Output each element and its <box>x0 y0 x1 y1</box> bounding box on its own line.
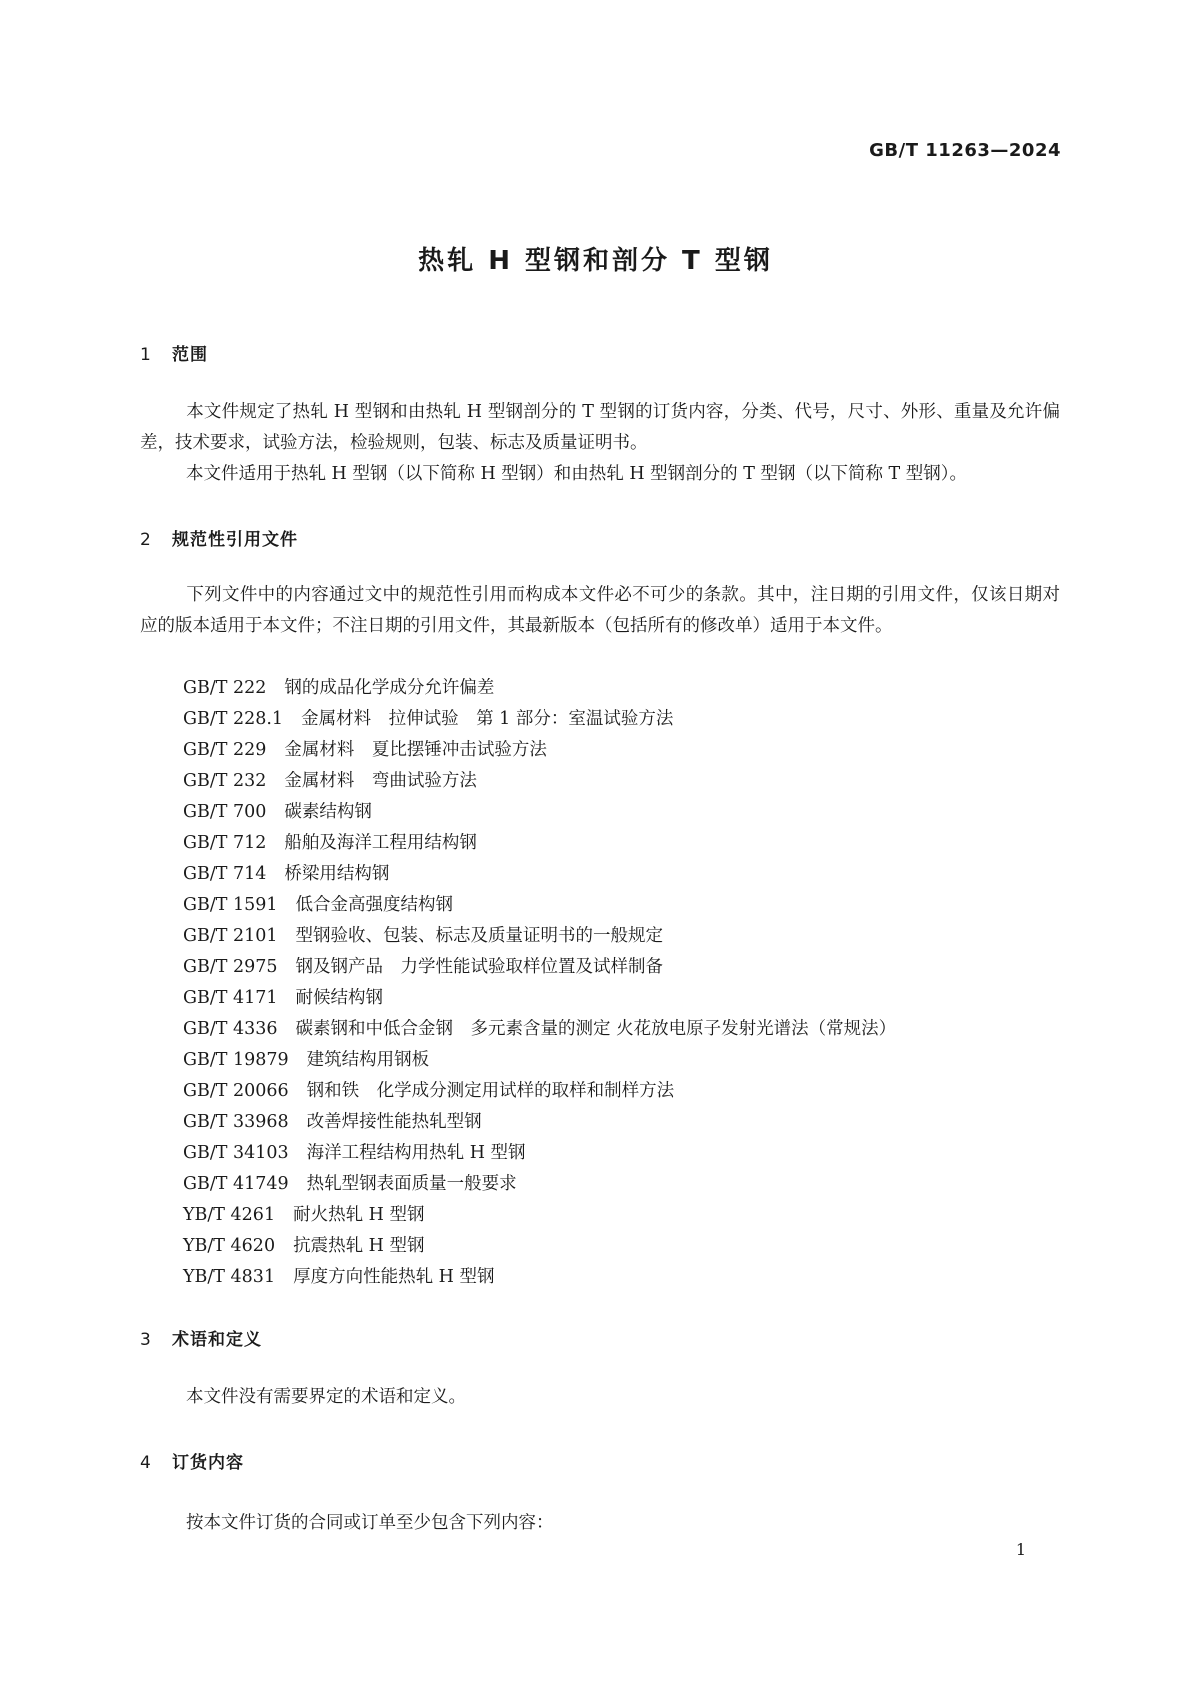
reference-title: 热轧型钢表面质量一般要求 <box>306 1174 517 1194</box>
reference-title: 桥梁用结构钢 <box>284 864 390 884</box>
terms-paragraph <box>140 1382 1060 1413</box>
reference-title: 型钢验收、包装、标志及质量证明书的一般规定 <box>295 926 664 946</box>
section-1-heading <box>140 340 208 365</box>
reference-item <box>183 859 896 890</box>
section-3-heading <box>140 1325 262 1350</box>
reference-code: GB/T 222 <box>183 678 267 698</box>
section-title: 订货内容 <box>172 1453 244 1473</box>
reference-item <box>183 1231 896 1262</box>
reference-code: GB/T 4171 <box>183 988 278 1008</box>
reference-title: 厚度方向性能热轧 H 型钢 <box>293 1267 495 1287</box>
reference-item <box>183 1138 896 1169</box>
reference-title: 建筑结构用钢板 <box>306 1050 430 1070</box>
reference-item <box>183 1200 896 1231</box>
reference-title: 碳素钢和中低合金钢 多元素含量的测定 火花放电原子发射光谱法（常规法） <box>295 1019 897 1039</box>
reference-title: 改善焊接性能热轧型钢 <box>306 1112 482 1132</box>
reference-title: 船舶及海洋工程用结构钢 <box>284 833 477 853</box>
section-number: 3 <box>140 1330 152 1350</box>
reference-item <box>183 828 896 859</box>
reference-title: 海洋工程结构用热轧 H 型钢 <box>306 1143 526 1163</box>
reference-item <box>183 673 896 704</box>
reference-code: GB/T 232 <box>183 771 267 791</box>
paragraph-text: 本文件规定了热轧 H 型钢和由热轧 H 型钢剖分的 T 型钢的订货内容，分类、代号，尺寸、外形、重量及允许偏差，技术要求，试验方法，检验规则，包装、标志及质量证明书。 <box>140 402 1060 453</box>
paragraph-text: 下列文件中的内容通过文中的规范性引用而构成本文件必不可少的条款。其中，注日期的引用文件，仅该日期对应的版本适用于本文件；不注日期的引用文件，其最新版本（包括所有的修改单）适用于本文件。 <box>140 585 1060 636</box>
reference-title: 钢及钢产品 力学性能试验取样位置及试样制备 <box>295 957 664 977</box>
paragraph-text: 按本文件订货的合同或订单至少包含下列内容： <box>186 1513 554 1533</box>
section-4-heading <box>140 1448 244 1473</box>
reference-code: GB/T 33968 <box>183 1112 289 1132</box>
section-title: 规范性引用文件 <box>172 530 298 550</box>
reference-item <box>183 952 896 983</box>
reference-code: GB/T 19879 <box>183 1050 289 1070</box>
reference-code: GB/T 228.1 <box>183 709 284 729</box>
reference-title: 钢的成品化学成分允许偏差 <box>284 678 495 698</box>
section-title: 范围 <box>172 345 208 365</box>
reference-item <box>183 735 896 766</box>
section-2-heading <box>140 525 298 550</box>
scope-paragraph-2 <box>140 459 1060 490</box>
reference-title: 金属材料 拉伸试验 第 1 部分：室温试验方法 <box>301 709 674 729</box>
reference-item <box>183 797 896 828</box>
reference-code: YB/T 4261 <box>183 1205 276 1225</box>
paragraph-text: 本文件没有需要界定的术语和定义。 <box>186 1387 466 1407</box>
reference-code: GB/T 712 <box>183 833 267 853</box>
order-paragraph <box>140 1508 1060 1539</box>
reference-title: 低合金高强度结构钢 <box>295 895 454 915</box>
reference-item <box>183 704 896 735</box>
scope-paragraph-1 <box>140 397 1060 459</box>
reference-item <box>183 1169 896 1200</box>
reference-title: 耐候结构钢 <box>295 988 384 1008</box>
reference-title: 钢和铁 化学成分测定用试样的取样和制样方法 <box>306 1081 675 1101</box>
reference-item <box>183 890 896 921</box>
reference-title: 耐火热轧 H 型钢 <box>293 1205 425 1225</box>
reference-code: GB/T 34103 <box>183 1143 289 1163</box>
reference-list <box>183 673 896 1293</box>
reference-item <box>183 1262 896 1293</box>
paragraph-text: 本文件适用于热轧 H 型钢（以下简称 H 型钢）和由热轧 H 型钢剖分的 T 型钢（以下简称 T 型钢）。 <box>186 464 968 484</box>
reference-item <box>183 766 896 797</box>
reference-item <box>183 1107 896 1138</box>
reference-code: GB/T 229 <box>183 740 267 760</box>
reference-item <box>183 983 896 1014</box>
reference-code: GB/T 2975 <box>183 957 278 977</box>
reference-code: GB/T 20066 <box>183 1081 289 1101</box>
reference-item <box>183 1076 896 1107</box>
reference-title: 抗震热轧 H 型钢 <box>293 1236 425 1256</box>
section-number: 1 <box>140 345 152 365</box>
reference-code: YB/T 4620 <box>183 1236 276 1256</box>
normative-intro <box>140 580 1060 642</box>
section-number: 2 <box>140 530 152 550</box>
reference-code: GB/T 41749 <box>183 1174 289 1194</box>
reference-code: GB/T 4336 <box>183 1019 278 1039</box>
standard-code: GB/T 11263—2024 <box>869 140 1061 161</box>
document-title: 热轧 H 型钢和剖分 T 型钢 <box>418 246 773 276</box>
section-number: 4 <box>140 1453 152 1473</box>
section-title: 术语和定义 <box>172 1330 262 1350</box>
reference-code: GB/T 714 <box>183 864 267 884</box>
reference-item <box>183 1045 896 1076</box>
reference-item <box>183 1014 896 1045</box>
reference-code: GB/T 700 <box>183 802 267 822</box>
reference-code: YB/T 4831 <box>183 1267 276 1287</box>
reference-code: GB/T 2101 <box>183 926 278 946</box>
reference-code: GB/T 1591 <box>183 895 278 915</box>
reference-title: 碳素结构钢 <box>284 802 372 822</box>
reference-title: 金属材料 弯曲试验方法 <box>284 771 477 791</box>
page-number: 1 <box>1015 1540 1026 1559</box>
reference-item <box>183 921 896 952</box>
reference-title: 金属材料 夏比摆锤冲击试验方法 <box>284 740 547 760</box>
